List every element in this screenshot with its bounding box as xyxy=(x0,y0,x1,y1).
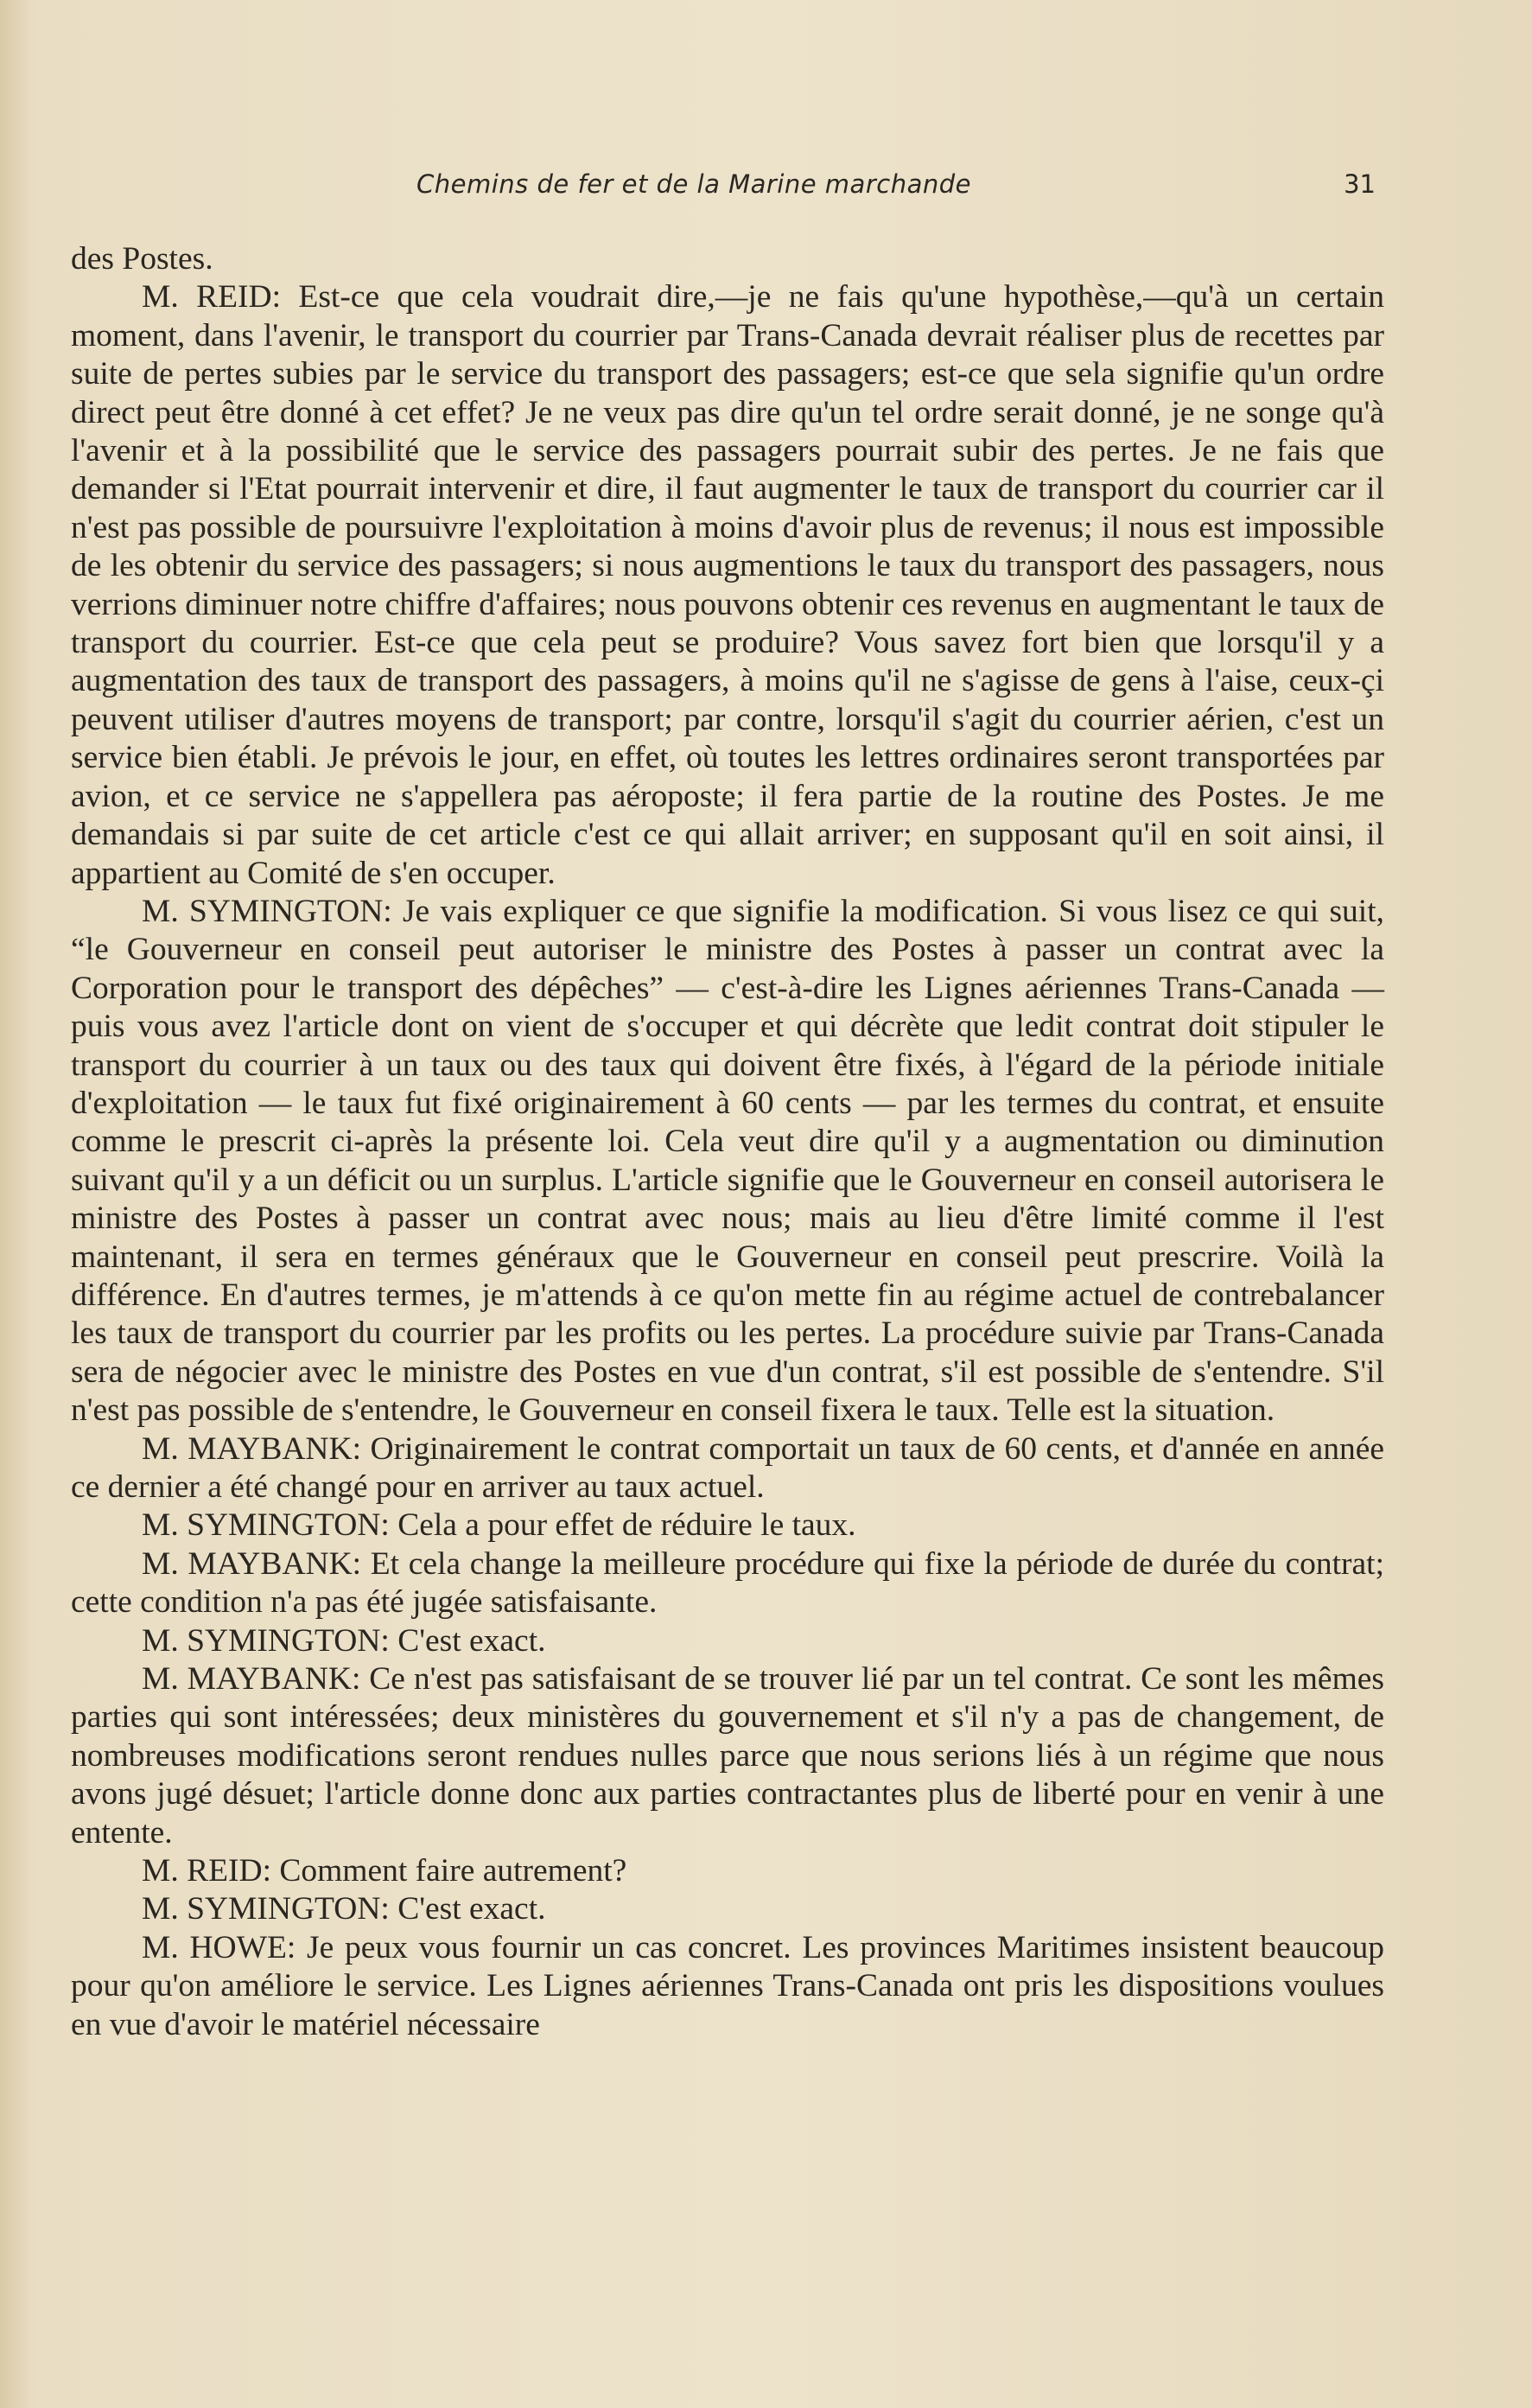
paragraph-maybank-2: M. MAYBANK: Et cela change la meilleure procédure qui fixe la période de durée du contrat; cette condition n'a pas été jugée satisfaisante. xyxy=(71,1545,1384,1621)
paragraph-symington-2: M. SYMINGTON: Cela a pour effet de réduire le taux. xyxy=(142,1507,856,1544)
page-number: 31 xyxy=(1344,169,1376,199)
paragraph-continuation: des Postes. xyxy=(71,241,213,277)
paragraph-symington-3: M. SYMINGTON: C'est exact. xyxy=(142,1622,546,1659)
page-header xyxy=(71,169,1376,211)
paragraph-howe: M. HOWE: Je peux vous fournir un cas concret. Les provinces Maritimes insistent beaucoup pour qu'on améliore le service. Les Lignes aériennes Trans-Canada ont pris les dispositions voulues en vue d'avoir le matériel nécessaire xyxy=(71,1929,1384,2042)
paragraph-reid-question: M. REID: Est-ce que cela voudrait dire,—je ne fais qu'une hypothèse,—qu'à un certain moment, dans l'avenir, le transport du courrier par Trans-Canada devrait réaliser plus de recettes par suite de pertes subies par le service du transport des passagers; est-ce que sela signifie qu'un ordre direct peut être donné à cet effet? Je ne veux pas dire qu'un tel ordre serait donné, je ne songe qu'à l'avenir et à la possibilité que le service des passagers pourrait subir des pertes. Je ne fais que demander si l'Etat pourrait intervenir et dire, il faut augmenter le taux de transport du courrier car il n'est pas possible de poursuivre l'exploitation à moins d'avoir plus de revenus; il nous est impossible de les obtenir du service des passagers; si nous augmentions le taux du transport des passagers, nous verrions diminuer notre chiffre d'affaires; nous pouvons obtenir ces revenus en augmentant le taux de transport du courrier. Est-ce que cela peut se produire? Vous savez fort bien que lorsqu'il y a augmentation des taux de transport des passagers, à moins qu'il ne s'agisse de gens à l'aise, ceux-çi peuvent utiliser d'autres moyens de transport; par contre, lorsqu'il s'agit du courrier aérien, c'est un service bien établi. Je prévois le jour, en effet, où toutes les lettres ordinaires seront transportées par avion, et ce service ne s'appellera pas aéroposte; il fera partie de la routine des Postes. Je me demandais si par suite de cet article c'est ce qui allait arriver; en supposant qu'il en soit ainsi, il appartient au Comité de s'en occuper. xyxy=(71,279,1384,891)
paragraph-reid-2: M. REID: Comment faire autrement? xyxy=(142,1853,627,1889)
body-text xyxy=(71,240,1384,2044)
running-title: Chemins de fer et de la Marine marchande xyxy=(416,169,971,199)
paragraph-symington-explanation: M. SYMINGTON: Je vais expliquer ce que signifie la modification. Si vous lisez ce qui suit, “le Gouverneur en conseil peut autoriser le ministre des Postes à passer un contrat avec la Corporation pour le transport des dépêches” — c'est-à-dire les Lignes aériennes Trans-Canada — puis vous avez l'article dont on vient de s'occuper et qui décrète que ledit contrat doit stipuler le transport du courrier à un taux ou des taux qui doivent être fixés, à l'égard de la période initiale d'exploitation — le taux fut fixé originairement à 60 cents — par les termes du contrat, et ensuite comme le prescrit ci-après la présente loi. Cela veut dire qu'il y a augmentation ou diminution suivant qu'il y a un déficit ou un surplus. L'article signifie que le Gouverneur en conseil autorisera le ministre des Postes à passer un contrat avec nous; mais au lieu d'être limité comme il l'est maintenant, il sera en termes généraux que le Gouverneur en conseil peut prescrire. Voilà la différence. En d'autres termes, je m'attends à ce qu'on mette fin au régime actuel de contrebalancer les taux de transport du courrier par les profits ou les pertes. La procédure suivie par Trans-Canada sera de négocier avec le ministre des Postes en vue d'un contrat, s'il est possible de s'entendre. S'il n'est pas possible de s'entendre, le Gouverneur en conseil fixera le taux. Telle est la situation. xyxy=(71,893,1384,1429)
paragraph-maybank-1: M. MAYBANK: Originairement le contrat comportait un taux de 60 cents, et d'année en année ce dernier a été changé pour en arriver au taux actuel. xyxy=(71,1430,1384,1505)
paragraph-maybank-3: M. MAYBANK: Ce n'est pas satisfaisant de se trouver lié par un tel contrat. Ce sont les mêmes parties qui sont intéressées; deux ministères du gouvernement et s'il n'y a pas de changement, de nombreuses modifications seront rendues nulles parce que nous serions liés à un régime que nous avons jugé désuet; l'article donne donc aux parties contractantes plus de liberté pour en venir à une entente. xyxy=(71,1661,1384,1851)
paragraph-symington-4: M. SYMINGTON: C'est exact. xyxy=(142,1891,546,1927)
